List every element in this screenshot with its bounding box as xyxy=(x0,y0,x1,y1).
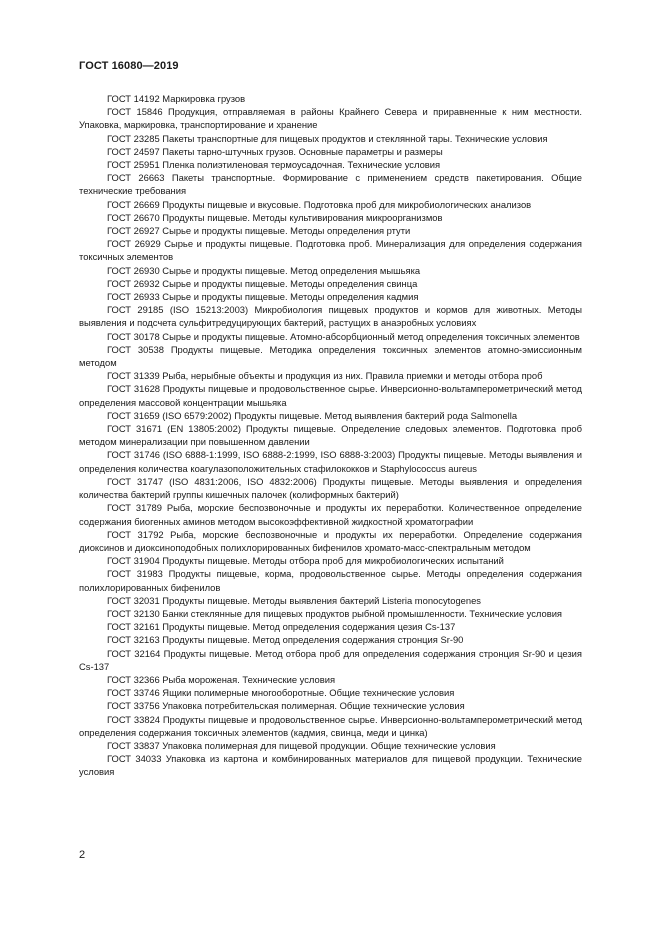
normative-references-list xyxy=(79,92,582,779)
reference-entry: ГОСТ 32164 Продукты пищевые. Метод отбора проб для определения содержания стронция Sr-90 и цезия Cs-137 xyxy=(79,647,582,672)
reference-entry: ГОСТ 31671 (EN 13805:2002) Продукты пищевые. Определение следовых элементов. Подготовка проб методом минерализации при повышенном давлении xyxy=(79,423,582,448)
reference-entry: ГОСТ 33746 Ящики полимерные многооборотные. Общие технические условия xyxy=(107,687,455,699)
reference-entry: ГОСТ 29185 (ISO 15213:2003) Микробиология пищевых продуктов и кормов для животных. Методы выявления и подсчета сульфитредуцирующих бактерий, растущих в анаэробных условиях xyxy=(79,304,582,329)
reference-entry: ГОСТ 32161 Продукты пищевые. Метод определения содержания цезия Cs-137 xyxy=(107,621,456,633)
reference-entry: ГОСТ 26933 Сырье и продукты пищевые. Методы определения кадмия xyxy=(107,291,419,303)
reference-entry: ГОСТ 32031 Продукты пищевые. Методы выявления бактерий Listeria monocytogenes xyxy=(107,594,481,606)
reference-entry: ГОСТ 31747 (ISO 4831:2006, ISO 4832:2006) Продукты пищевые. Методы выявления и определения количества бактерий группы кишечных палочек (колиформных бактерий) xyxy=(79,475,582,501)
document-header: ГОСТ 16080—2019 xyxy=(79,60,179,72)
reference-entry: ГОСТ 31659 (ISO 6579:2002) Продукты пищевые. Метод выявления бактерий рода Salmonella xyxy=(107,409,518,421)
reference-entry: ГОСТ 26670 Продукты пищевые. Методы культивирования микроорганизмов xyxy=(107,211,443,223)
reference-entry: ГОСТ 33837 Упаковка полимерная для пищевой продукции. Общие технические условия xyxy=(107,739,496,751)
reference-entry: ГОСТ 31789 Рыба, морские беспозвоночные и продукты их переработки. Количественное определение содержания биогенных аминов методом высокоэффективной жидкостной хроматографии xyxy=(79,502,582,527)
reference-entry: ГОСТ 31746 (ISO 6888-1:1999, ISO 6888-2:1999, ISO 6888-3:2003) Продукты пищевые. Методы выявления и определения количества коагулазоположительных стафилококков и Staphylococcus aureus xyxy=(79,449,582,474)
reference-entry: ГОСТ 26927 Сырье и продукты пищевые. Методы определения ртути xyxy=(107,225,411,237)
reference-entry: ГОСТ 33824 Продукты пищевые и продовольственное сырье. Инверсионно-вольтамперометрический метод определения содержания токсичных элементов (кадмия, свинца, меди и цинка) xyxy=(79,713,582,738)
reference-entry: ГОСТ 32163 Продукты пищевые. Метод определения содержания стронция Sr-90 xyxy=(107,634,464,646)
reference-entry: ГОСТ 26932 Сырье и продукты пищевые. Методы определения свинца xyxy=(107,277,418,289)
reference-entry: ГОСТ 26669 Продукты пищевые и вкусовые. Подготовка проб для микробиологических анализов xyxy=(107,198,532,210)
reference-entry: ГОСТ 31628 Продукты пищевые и продовольственное сырье. Инверсионно-вольтамперометрический метод определения массовой концентрации мышьяка xyxy=(79,383,582,408)
reference-entry: ГОСТ 24597 Пакеты тарно-штучных грузов. Основные параметры и размеры xyxy=(107,145,443,157)
reference-entry: ГОСТ 26930 Сырье и продукты пищевые. Метод определения мышьяка xyxy=(107,264,421,276)
reference-entry: ГОСТ 32130 Банки стеклянные для пищевых продуктов рыбной промышленности. Технические условия xyxy=(107,607,563,619)
reference-entry: ГОСТ 30538 Продукты пищевые. Методика определения токсичных элементов атомно-эмиссионным методом xyxy=(79,343,582,369)
reference-entry: ГОСТ 30178 Сырье и продукты пищевые. Атомно-абсорбционный метод определения токсичных элементов xyxy=(107,330,580,342)
reference-entry: ГОСТ 31792 Рыба, морские беспозвоночные и продукты их переработки. Определение содержания диоксинов и диоксиноподобных полихлорированных бифенилов хромато-масс-спектральным методом xyxy=(79,528,582,553)
reference-entry: ГОСТ 14192 Маркировка грузов xyxy=(107,93,246,104)
reference-entry: ГОСТ 31904 Продукты пищевые. Методы отбора проб для микробиологических испытаний xyxy=(107,555,504,567)
page-number: 2 xyxy=(79,849,86,861)
reference-entry: ГОСТ 26929 Сырье и продукты пищевые. Подготовка проб. Минерализация для определения содержания токсичных элементов xyxy=(79,238,582,263)
reference-entry: ГОСТ 31339 Рыба, нерыбные объекты и продукция из них. Правила приемки и методы отбора проб xyxy=(107,370,543,382)
reference-entry: ГОСТ 31983 Продукты пищевые, корма, продовольственное сырье. Методы определения содержания полихлорированных бифенилов xyxy=(79,568,582,593)
reference-entry: ГОСТ 15846 Продукция, отправляемая в районы Крайнего Севера и приравненные к ним местности. Упаковка, маркировка, транспортирование и хранение xyxy=(79,106,582,131)
reference-entry: ГОСТ 25951 Пленка полиэтиленовая термоусадочная. Технические условия xyxy=(107,159,441,171)
reference-entry: ГОСТ 34033 Упаковка из картона и комбинированных материалов для пищевой продукции. Технические условия xyxy=(79,753,582,778)
reference-entry: ГОСТ 32366 Рыба мороженая. Технические условия xyxy=(107,673,336,685)
reference-entry: ГОСТ 33756 Упаковка потребительская полимерная. Общие технические условия xyxy=(107,700,465,712)
reference-entry: ГОСТ 26663 Пакеты транспортные. Формирование с применением средств пакетирования. Общие технические требования xyxy=(79,172,582,197)
reference-entry: ГОСТ 23285 Пакеты транспортные для пищевых продуктов и стеклянной тары. Технические условия xyxy=(107,132,548,144)
